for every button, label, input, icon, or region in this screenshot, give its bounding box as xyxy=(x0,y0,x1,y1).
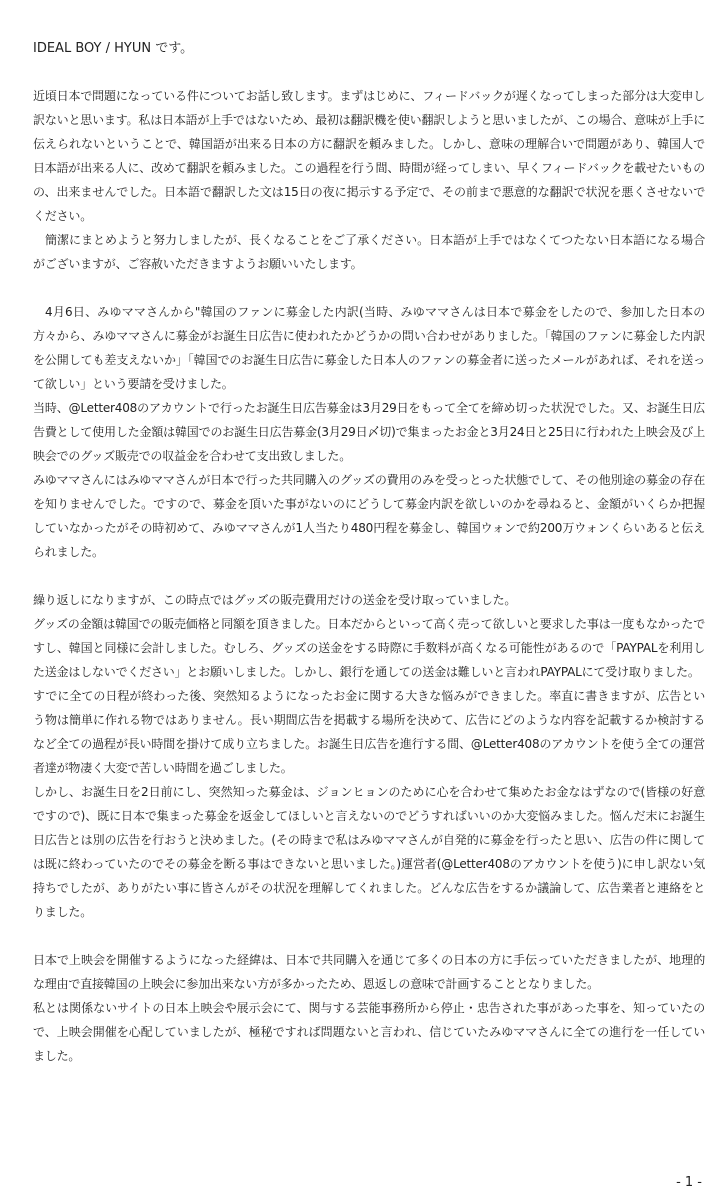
paragraph-7: グッズの金額は韓国での販売価格と同額を頂きました。日本だからといって高く売って欲しいと要求した事は一度もなかったですし、韓国と同様に会計しました。むしろ、グッズの送金をする時際に手数料が高くなる可能性があるので「PAYPALを利用した送金はしないでください」とお願いしました。しかし、銀行を通しての送金は難しいと言われPAYPALにて受け取りました。 xyxy=(33,617,706,679)
document-body xyxy=(33,38,705,1068)
paragraph-8: すでに全ての日程が終わった後、突然知るようになったお金に関する大きな悩みができました。率直に書きますが、広告という物は簡単に作れる物ではありません。長い期間広告を掲載する場所を決めて、広告にどのような内容を記載するか検討するなど全ての過程が長い時間を掛けて成り立ちました。お誕生日広告を進行する間、@Letter408のアカウントを使う全ての運営者達が物凄く大変で苦しい時間を過ごしました。 xyxy=(33,689,705,775)
paragraph-6: 繰り返しになりますが、この時点ではグッズの販売費用だけの送金を受け取っていました。 xyxy=(33,593,517,607)
paragraph-5: みゆママさんにはみゆママさんが日本で行った共同購入のグッズの費用のみを受っとった状態でして、その他別途の募金の存在を知りませんでした。ですので、募金を頂いた事がないのにどうして募金内訳を欲しいのかを尋ねると、金額がいくらか把握していなかったがその時初めて、みゆママさんが1人当たり480円程を募金し、韓国ウォンで約200万ウォンくらいあると伝えられました。 xyxy=(33,473,705,559)
paragraph-11: 私とは関係ないサイトの日本上映会や展示会にて、関与する芸能事務所から停止・忠告された事があった事を、知っていたので、上映会開催を心配していましたが、極秘ですれば問題ないと言われ、信じていたみゆママさんに全ての進行を一任していました。 xyxy=(33,1001,705,1063)
paragraph-9: しかし、お誕生日を2日前にし、突然知った募金は、ジョンヒョンのために心を合わせて集めたお金なはずなので(皆様の好意ですので)、既に日本で集まった募金を返金してほしいと言えないのでどうすればいいのか大変悩みました。悩んだ末にお誕生日広告とは別の広告を行おうと決めました。(その時まで私はみゆママさんが自発的に募金を行ったと思い、広告の件に関しては既に終わっていたのでその募金を断る事はできないと思いました。)運営者(@Letter408のアカウントを使う)に申し訳ない気持ちでしたが、ありがたい事に皆さんがその状況を理解してくれました。どんな広告をするか議論して、広告業者と連絡をとりました。 xyxy=(33,785,705,919)
page-number: - 1 - xyxy=(676,1175,702,1190)
paragraph-3: 4月6日、みゆママさんから"韓国のファンに募金した内訳(当時、みゆママさんは日本で募金をしたので、参加した日本の方々から、みゆママさんに募金がお誕生日広告に使われたかどうかの問い合わせがありました。「韓国のファンに募金した内訳を公開しても差支えないか」「韓国でのお誕生日広告に募金した日本人のファンの募金者に送ったメールがあれば、それを送って欲しい」という要請を受けました。 xyxy=(33,305,705,391)
paragraph-10: 日本で上映会を開催するようになった経緯は、日本で共同購入を通じて多くの日本の方に手伝っていただきましたが、地理的な理由で直接韓国の上映会に参加出来ない方が多かったため、恩返しの意味で計画することとなりました。 xyxy=(33,953,705,991)
paragraph-1: 近頃日本で問題になっている件についてお話し致します。まずはじめに、フィードバックが遅くなってしまった部分は大変申し訳ないと思います。私は日本語が上手ではないため、最初は翻訳機を使い翻訳しようと思いましたが、この場合、意味が上手に伝えられないということで、韓国語が出来る日本の方に翻訳を頼みました。しかし、意味の理解合いで問題があり、韓国人で日本語が出来る人に、改めて翻訳を頼みました。この過程を行う間、時間が経ってしまい、早くフィードバックを載せたいものの、出来ませんでした。日本語で翻訳した文は15日の夜に掲示する予定で、その前まで悪意的な翻訳で状況を悪くさせないでください。 xyxy=(33,89,705,223)
document-title: IDEAL BOY / HYUN です。 xyxy=(33,41,194,56)
paragraph-2: 簡潔にまとめようと努力しましたが、長くなることをご了承ください。日本語が上手ではなくてつたない日本語になる場合がございますが、ご容赦いただきますようお願いいたします。 xyxy=(33,233,705,271)
paragraph-4: 当時、@Letter408のアカウントで行ったお誕生日広告募金は3月29日をもって全てを締め切った状況でした。又、お誕生日広告費として使用した金額は韓国でのお誕生日広告募金(3月29日〆切)で集まったお金と3月24日と25日に行われた上映会及び上映会でのグッズ販売での収益金を合わせて支出致しました。 xyxy=(33,401,705,463)
